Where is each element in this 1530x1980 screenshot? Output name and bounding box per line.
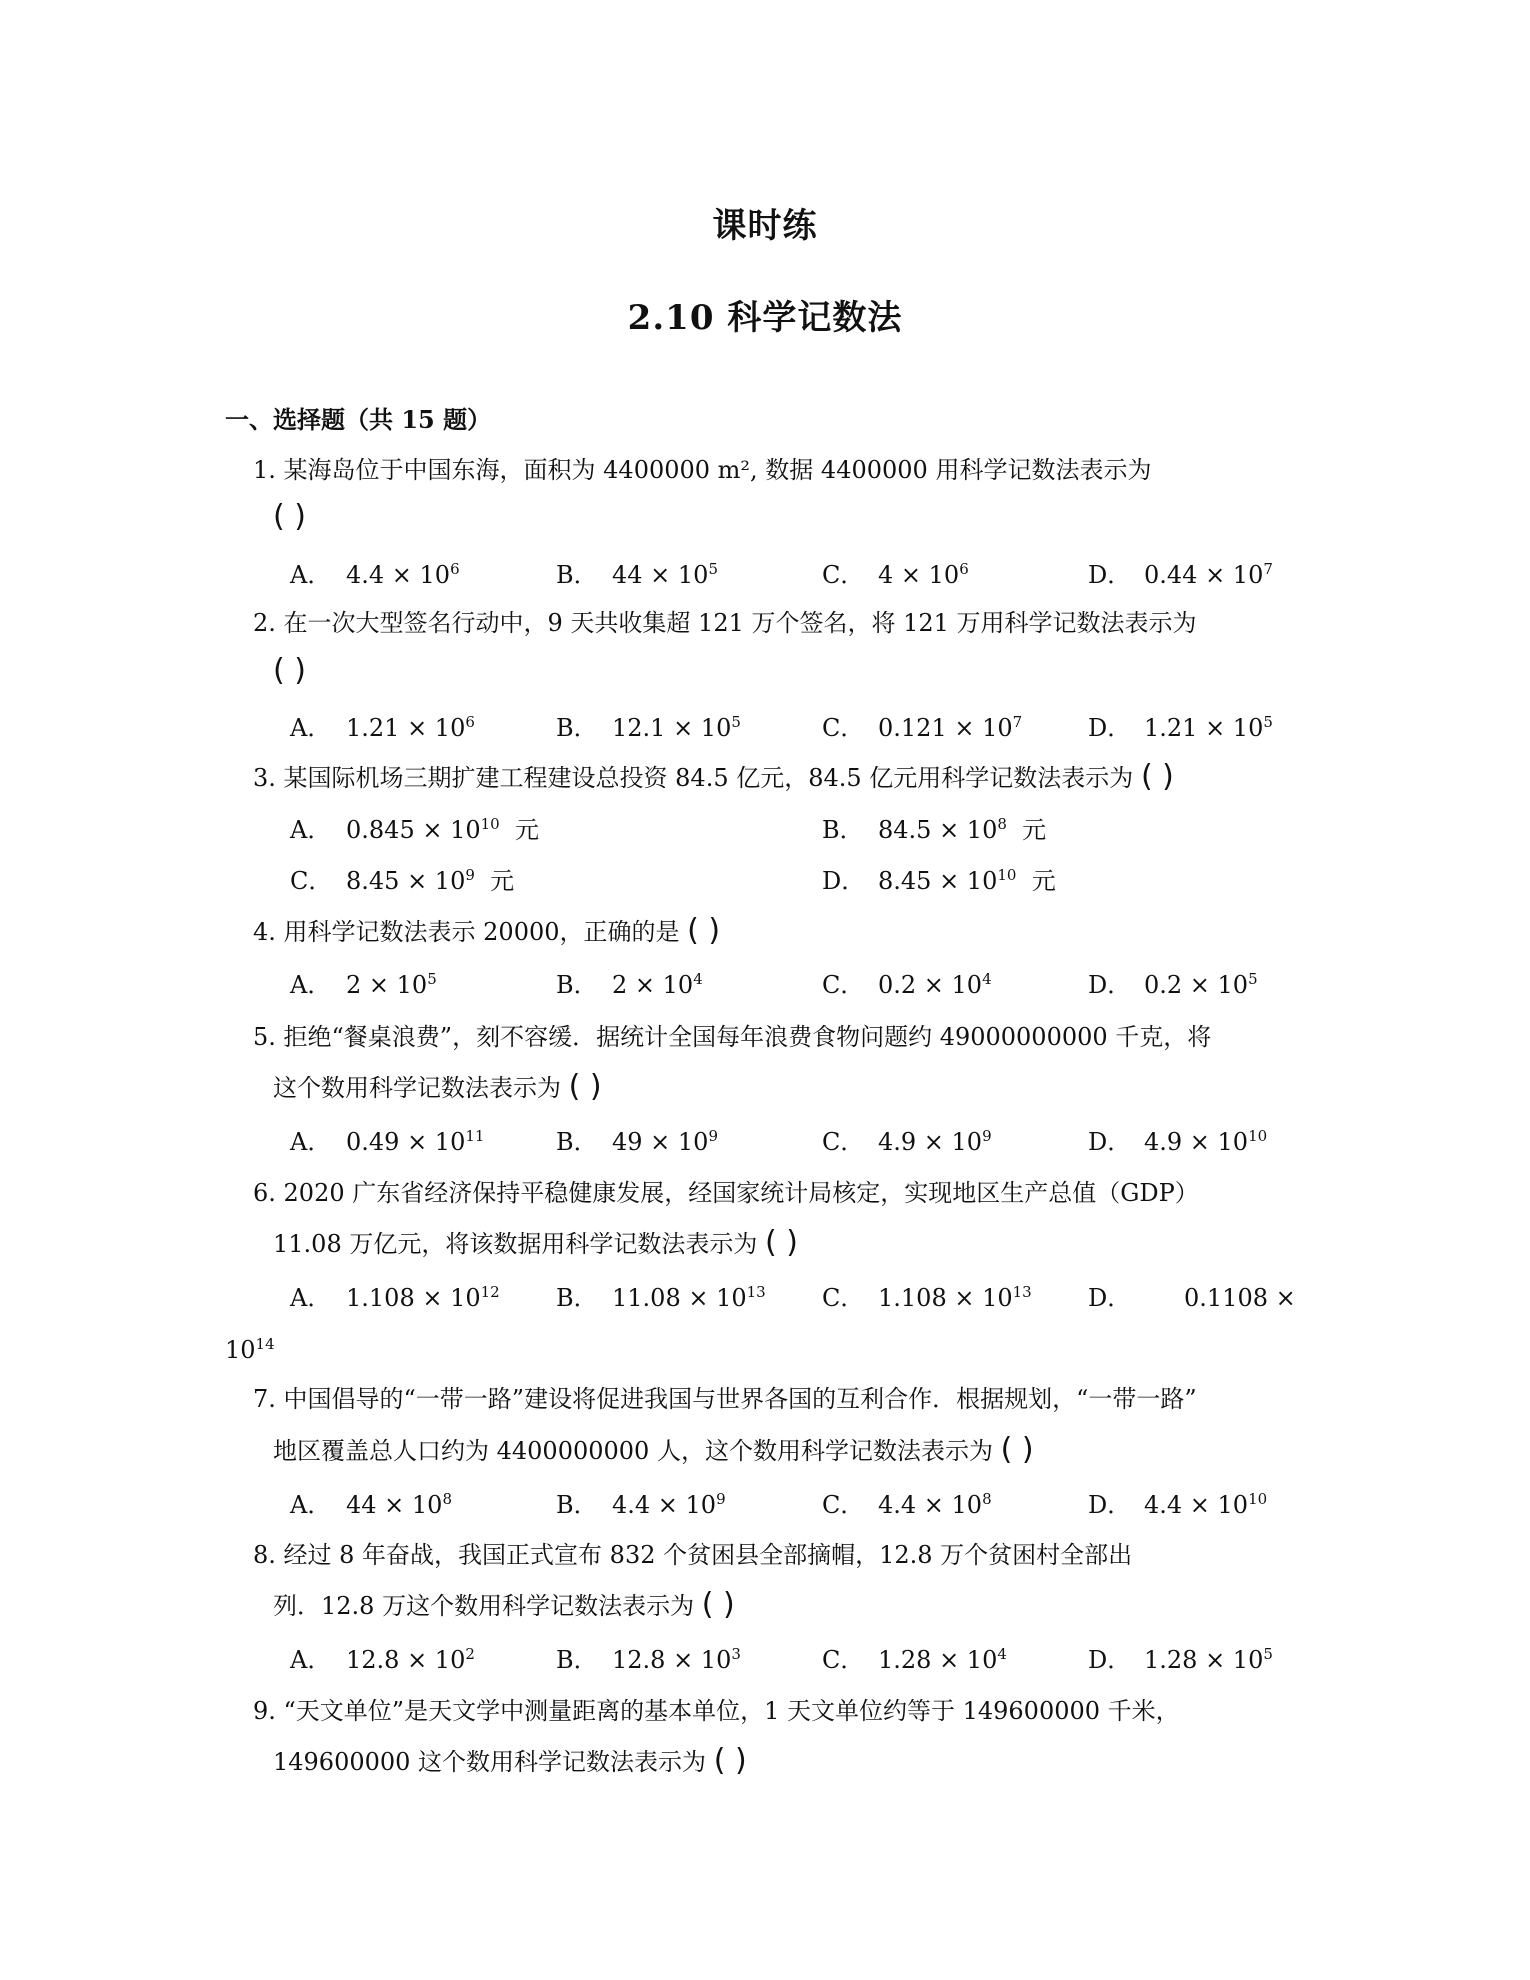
option-label: A． (290, 561, 332, 589)
question-8-option-b[interactable] (556, 1645, 741, 1675)
option-exponent: 4 (982, 970, 992, 988)
question-7-answer-paren: ( ) (1000, 1432, 1034, 1467)
option-label: A． (290, 971, 332, 999)
option-exponent: 5 (731, 713, 741, 731)
option-exponent: 12 (480, 1283, 500, 1301)
question-5-answer-paren: ( ) (568, 1069, 602, 1104)
option-exponent: 11 (465, 1127, 485, 1145)
question-4-stem: 4. 用科学记数法表示 20000，正确的是 (253, 918, 680, 946)
option-value: 12.8 × 10 (346, 1646, 466, 1674)
question-8-stem-cont: 列．12.8 万这个数用科学记数法表示为 (273, 1592, 695, 1620)
question-3-option-c[interactable] (290, 866, 514, 896)
question-8-option-a[interactable] (290, 1645, 475, 1675)
option-label: C． (822, 1128, 865, 1156)
question-3-text (253, 759, 1174, 794)
question-7-text-cont (273, 1432, 1034, 1467)
question-6-text: 6. 2020 广东省经济保持平稳健康发展，经国家统计局核定，实现地区生产总值（GDP） (253, 1179, 1199, 1207)
option-exponent: 10 (480, 815, 500, 833)
option-exponent: 13 (746, 1283, 766, 1301)
question-5-text-cont (273, 1069, 602, 1104)
question-7-option-b[interactable] (556, 1490, 726, 1520)
option-label: B． (556, 1491, 598, 1519)
page-title: 课时练 (712, 206, 818, 246)
option-label: B． (556, 1646, 598, 1674)
option-unit: 元 (1022, 816, 1047, 844)
option-exponent: 4 (997, 1645, 1007, 1663)
question-6-stem-cont: 11.08 万亿元，将该数据用科学记数法表示为 (273, 1230, 758, 1258)
option-label: D． (1088, 1646, 1132, 1674)
page-subtitle: 2.10 科学记数法 (627, 298, 903, 338)
question-6-option-d[interactable] (1088, 1283, 1296, 1313)
question-5-stem-cont: 这个数用科学记数法表示为 (273, 1074, 561, 1102)
question-4-option-d[interactable] (1088, 970, 1258, 1000)
option-label: B． (556, 1128, 598, 1156)
question-1-option-d[interactable] (1088, 560, 1273, 590)
option-label: A． (290, 714, 332, 742)
question-7-option-a[interactable] (290, 1490, 452, 1520)
option-unit: 元 (514, 816, 539, 844)
option-value: 1.28 × 10 (878, 1646, 998, 1674)
option-label: A． (290, 1284, 332, 1312)
option-value: 4.9 × 10 (878, 1128, 983, 1156)
question-2-answer-paren: ( ) (273, 653, 306, 688)
option-exponent: 5 (1248, 970, 1258, 988)
question-6-option-b[interactable] (556, 1283, 766, 1313)
option-label: D． (1088, 1491, 1132, 1519)
option-label: B． (556, 971, 598, 999)
question-8-option-d[interactable] (1088, 1645, 1273, 1675)
option-label: C． (290, 867, 333, 895)
option-label: C． (822, 1491, 865, 1519)
option-exponent: 10 (1248, 1127, 1268, 1145)
question-3-stem: 3. 某国际机场三期扩建工程建设总投资 84.5 亿元，84.5 亿元用科学记数法表示为 (253, 764, 1134, 792)
option-exponent: 10 (1248, 1490, 1268, 1508)
question-8-text: 8. 经过 8 年奋战，我国正式宣布 832 个贫困县全部摘帽，12.8 万个贫困村全部出 (253, 1541, 1133, 1569)
option-exponent: 10 (997, 866, 1017, 884)
question-6-answer-paren: ( ) (764, 1225, 798, 1260)
question-1-answer-paren: ( ) (273, 499, 306, 534)
question-9-stem-cont: 149600000 这个数用科学记数法表示为 (273, 1748, 707, 1776)
section-heading: 一、选择题（共 15 题） (225, 405, 492, 434)
option-exponent: 9 (708, 1127, 718, 1145)
option-label: A． (290, 816, 332, 844)
question-1-text: 1. 某海岛位于中国东海，面积为 4400000 m², 数据 4400000 用科学记数法表示为 (253, 456, 1152, 484)
option-value: 1.28 × 10 (1144, 1646, 1264, 1674)
option-value: 44 × 10 (346, 1491, 443, 1519)
question-4-option-c[interactable] (822, 970, 992, 1000)
question-8-option-c[interactable] (822, 1645, 1007, 1675)
option-value: 11.08 × 10 (612, 1284, 747, 1312)
option-label: D． (1088, 1284, 1132, 1312)
option-value: 4.4 × 10 (612, 1491, 717, 1519)
question-4-answer-paren: ( ) (687, 913, 721, 948)
question-3-answer-paren: ( ) (1140, 759, 1174, 794)
option-exponent: 5 (427, 970, 437, 988)
option-label: A． (290, 1491, 332, 1519)
question-6-option-a[interactable] (290, 1283, 500, 1313)
question-3-option-a[interactable] (290, 815, 539, 845)
option-label: D． (822, 867, 866, 895)
option-unit: 元 (490, 867, 515, 895)
option-exponent: 9 (465, 866, 475, 884)
option-label: D． (1088, 1128, 1132, 1156)
option-label: C． (822, 971, 865, 999)
question-2-option-b[interactable] (556, 713, 741, 743)
question-2-text: 2. 在一次大型签名行动中，9 天共收集超 121 万个签名，将 121 万用科学记数法表示为 (253, 609, 1197, 637)
question-3-option-b[interactable] (822, 815, 1046, 845)
question-1-option-b[interactable] (556, 560, 718, 590)
option-value: 4 × 10 (878, 561, 960, 589)
option-exponent: 9 (716, 1490, 726, 1508)
question-5-option-b[interactable] (556, 1127, 718, 1157)
option-label: B． (556, 714, 598, 742)
question-2-option-d[interactable] (1088, 713, 1273, 743)
option-label: B． (556, 1284, 598, 1312)
option-value-wrap: 10 (225, 1336, 256, 1364)
option-value: 1.108 × 10 (878, 1284, 1013, 1312)
option-exponent: 5 (708, 560, 718, 578)
option-label: D． (1088, 714, 1132, 742)
question-1-option-c[interactable] (822, 560, 969, 590)
question-2-option-c[interactable] (822, 713, 1022, 743)
question-8-text-cont (273, 1587, 735, 1622)
option-label: C． (822, 1284, 865, 1312)
option-label: D． (1088, 561, 1132, 589)
option-value: 0.2 × 10 (878, 971, 983, 999)
option-value: 1.21 × 10 (1144, 714, 1264, 742)
question-5-option-a[interactable] (290, 1127, 484, 1157)
option-value: 4.9 × 10 (1144, 1128, 1249, 1156)
option-value: 2 × 10 (346, 971, 428, 999)
question-5-text: 5. 拒绝“餐桌浪费”，刻不容缓．据统计全国每年浪费食物问题约 49000000000 千克，将 (253, 1023, 1212, 1051)
option-value: 4.4 × 10 (346, 561, 451, 589)
option-exponent: 3 (731, 1645, 741, 1663)
option-value: 12.1 × 10 (612, 714, 732, 742)
option-label: D． (1088, 971, 1132, 999)
option-exponent: 8 (997, 815, 1007, 833)
option-value: 8.45 × 10 (878, 867, 998, 895)
option-exponent: 2 (465, 1645, 475, 1663)
question-2-option-a[interactable] (290, 713, 475, 743)
option-value: 0.845 × 10 (346, 816, 481, 844)
option-exponent: 4 (693, 970, 703, 988)
option-value: 0.44 × 10 (1144, 561, 1264, 589)
option-exponent: 8 (982, 1490, 992, 1508)
question-6-option-c[interactable] (822, 1283, 1032, 1313)
option-exponent: 9 (982, 1127, 992, 1145)
option-value: 84.5 × 10 (878, 816, 998, 844)
option-exponent: 14 (255, 1335, 275, 1353)
option-label: B． (822, 816, 864, 844)
option-value: 0.2 × 10 (1144, 971, 1249, 999)
option-exponent: 5 (1263, 1645, 1273, 1663)
question-6-text-cont (273, 1225, 798, 1260)
option-exponent: 8 (442, 1490, 452, 1508)
option-label: A． (290, 1128, 332, 1156)
question-3-option-d[interactable] (822, 866, 1056, 896)
question-9-answer-paren: ( ) (713, 1743, 747, 1778)
question-7-stem-cont: 地区覆盖总人口约为 4400000000 人，这个数用科学记数法表示为 (273, 1437, 993, 1465)
question-5-option-c[interactable] (822, 1127, 992, 1157)
question-7-option-d[interactable] (1088, 1490, 1267, 1520)
option-exponent: 7 (1263, 560, 1273, 578)
question-4-option-a[interactable] (290, 970, 437, 1000)
question-6-option-d-wrap (225, 1335, 275, 1365)
option-label: C． (822, 561, 865, 589)
option-value: 0.121 × 10 (878, 714, 1013, 742)
option-exponent: 5 (1263, 713, 1273, 731)
option-value: 1.21 × 10 (346, 714, 466, 742)
option-value: 0.1108 × (1184, 1284, 1296, 1312)
option-exponent: 7 (1012, 713, 1023, 731)
option-exponent: 6 (450, 560, 460, 578)
option-exponent: 6 (959, 560, 969, 578)
option-label: A． (290, 1646, 332, 1674)
question-7-option-c[interactable] (822, 1490, 992, 1520)
question-5-option-d[interactable] (1088, 1127, 1267, 1157)
option-value: 12.8 × 10 (612, 1646, 732, 1674)
option-value: 44 × 10 (612, 561, 709, 589)
question-8-answer-paren: ( ) (701, 1587, 735, 1622)
question-1-option-a[interactable] (290, 560, 460, 590)
option-unit: 元 (1031, 867, 1056, 895)
question-4-option-b[interactable] (556, 970, 703, 1000)
option-value: 1.108 × 10 (346, 1284, 481, 1312)
option-exponent: 13 (1012, 1283, 1032, 1301)
option-value: 0.49 × 10 (346, 1128, 466, 1156)
option-exponent: 6 (465, 713, 475, 731)
question-9-text-cont (273, 1743, 747, 1778)
option-value: 49 × 10 (612, 1128, 709, 1156)
question-4-text (253, 913, 721, 948)
option-label: B． (556, 561, 598, 589)
question-7-text: 7. 中国倡导的“一带一路”建设将促进我国与世界各国的互利合作．根据规划，“一带一路” (253, 1385, 1197, 1413)
option-label: C． (822, 1646, 865, 1674)
option-value: 4.4 × 10 (878, 1491, 983, 1519)
option-label: C． (822, 714, 865, 742)
option-value: 4.4 × 10 (1144, 1491, 1249, 1519)
question-9-text: 9. “天文单位”是天文学中测量距离的基本单位，1 天文单位约等于 149600000 千米， (253, 1697, 1180, 1725)
option-value: 8.45 × 10 (346, 867, 466, 895)
option-value: 2 × 10 (612, 971, 694, 999)
